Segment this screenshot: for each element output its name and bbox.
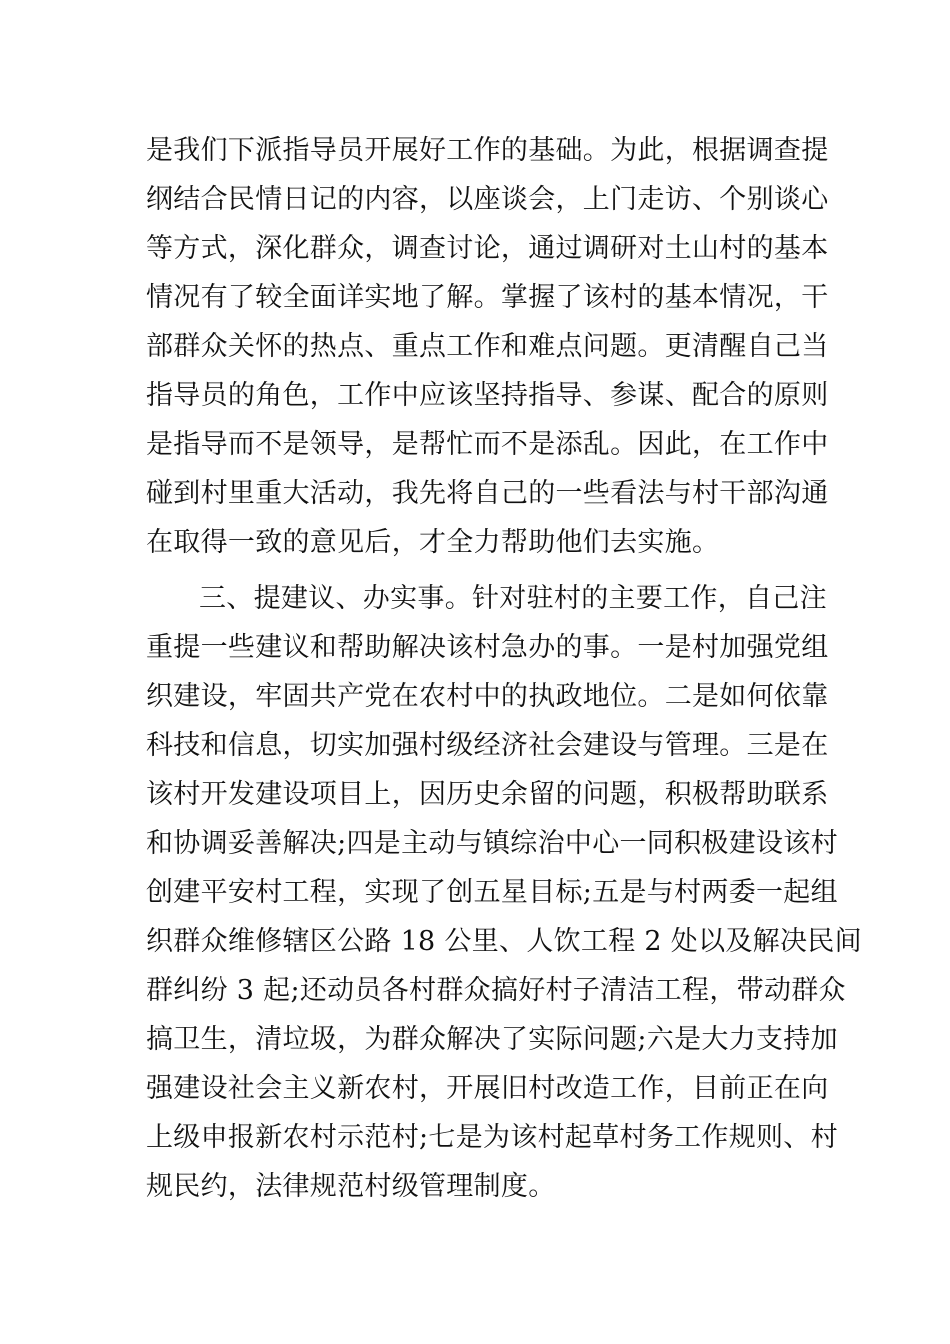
text-line: 是我们下派指导员开展好工作的基础。为此，根据调查提 bbox=[146, 135, 829, 166]
text-line: 重提一些建议和帮助解决该村急办的事。一是村加强党组 bbox=[146, 632, 829, 663]
text-line: 科技和信息，切实加强村级经济社会建设与管理。三是在 bbox=[146, 730, 829, 761]
text-line: 纲结合民情日记的内容，以座谈会，上门走访、个别谈心 bbox=[146, 184, 829, 215]
text-line: 指导员的角色，工作中应该坚持指导、参谋、配合的原则 bbox=[146, 380, 829, 411]
text-line: 等方式，深化群众，调查讨论，通过调研对土山村的基本 bbox=[146, 233, 829, 264]
text-line: 织建设，牢固共产党在农村中的执政地位。二是如何依靠 bbox=[146, 681, 829, 712]
text-line: 搞卫生，清垃圾，为群众解决了实际问题;六是大力支持加 bbox=[146, 1024, 838, 1055]
text-line: 是指导而不是领导，是帮忙而不是添乱。因此，在工作中 bbox=[146, 429, 829, 460]
text-line: 部群众关怀的热点、重点工作和难点问题。更清醒自己当 bbox=[146, 331, 829, 362]
text-line: 上级申报新农村示范村;七是为该村起草村务工作规则、村 bbox=[146, 1122, 838, 1153]
text-line: 情况有了较全面详实地了解。掌握了该村的基本情况，干 bbox=[146, 282, 829, 313]
text-line: 在取得一致的意见后，才全力帮助他们去实施。 bbox=[146, 527, 720, 558]
paragraph-start-line: 三、提建议、办实事。针对驻村的主要工作，自己注 bbox=[199, 583, 827, 614]
text-line: 强建设社会主义新农村，开展旧村改造工作，目前正在向 bbox=[146, 1073, 829, 1104]
text-line: 织群众维修辖区公路 18 公里、人饮工程 2 处以及解决民间 bbox=[146, 926, 862, 957]
text-line: 创建平安村工程，实现了创五星目标;五是与村两委一起组 bbox=[146, 877, 838, 908]
text-line: 规民约，法律规范村级管理制度。 bbox=[146, 1171, 556, 1202]
text-line: 该村开发建设项目上，因历史余留的问题，积极帮助联系 bbox=[146, 779, 829, 810]
text-line: 和协调妥善解决;四是主动与镇综治中心一同积极建设该村 bbox=[146, 828, 838, 859]
text-line: 碰到村里重大活动，我先将自己的一些看法与村干部沟通 bbox=[146, 478, 829, 509]
text-line: 群纠纷 3 起;还动员各村群众搞好村子清洁工程，带动群众 bbox=[146, 975, 846, 1006]
